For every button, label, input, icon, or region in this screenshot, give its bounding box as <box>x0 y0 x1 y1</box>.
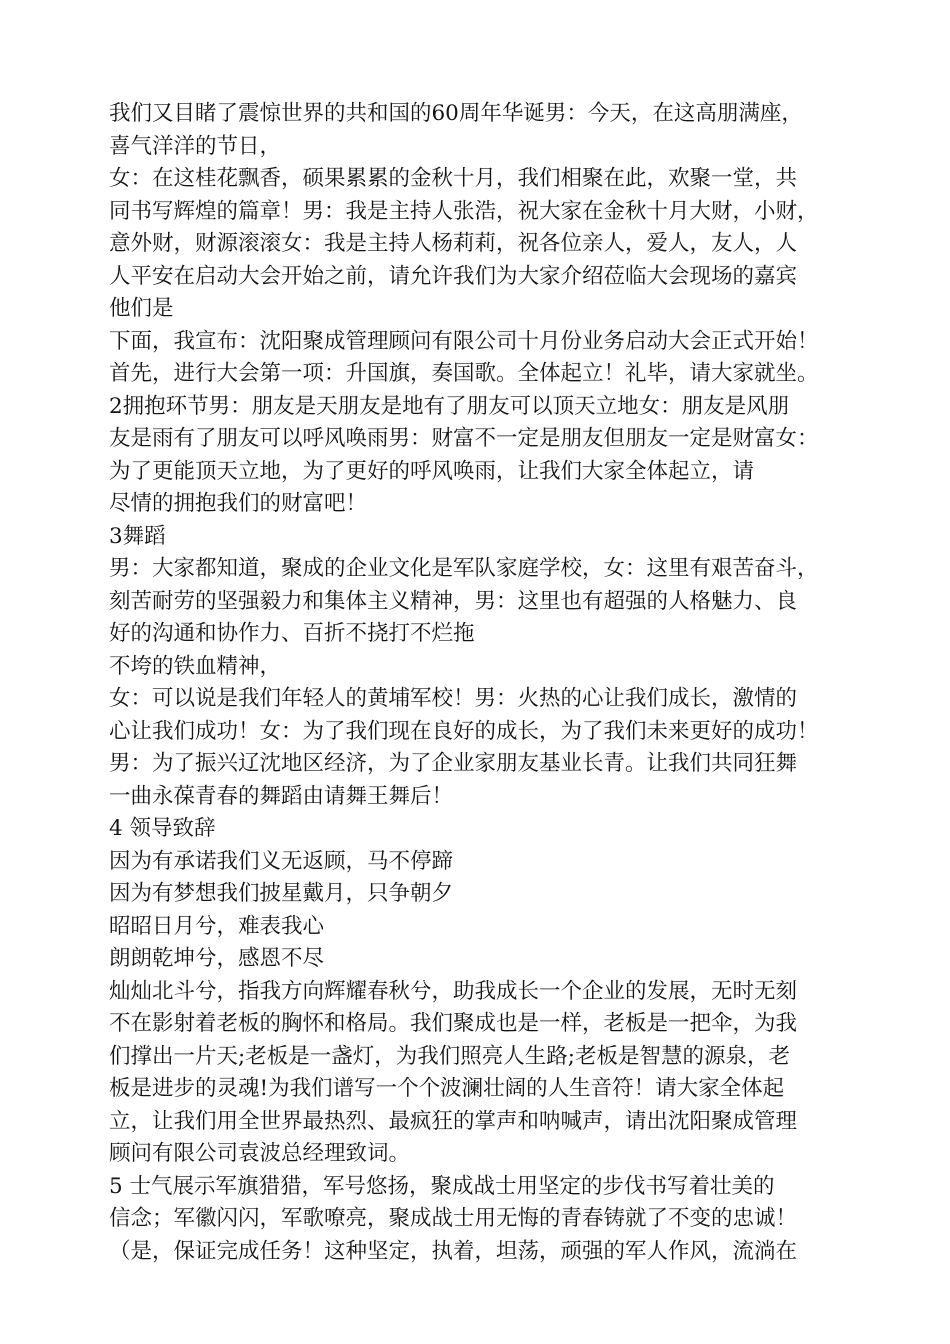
text-line: 人平安在启动大会开始之前，请允许我们为大家介绍莅临大会现场的嘉宾 <box>109 263 798 289</box>
text-line: 女：在这桂花飘香，硕果累累的金秋十月，我们相聚在此，欢聚一堂，共 <box>109 166 798 191</box>
text-line: 立，让我们用全世界最热烈、最疯狂的掌声和呐喊声，请出沈阳聚成管理 <box>109 1108 798 1134</box>
text-line: 因为有梦想我们披星戴月，只争朝夕 <box>109 881 454 906</box>
text-line: 男：大家都知道，聚成的企业文化是军队家庭学校，女：这里有艰苦奋斗， <box>109 556 819 581</box>
section-heading-4: 4 领导致辞 <box>109 816 216 841</box>
text-line: 刻苦耐劳的坚强毅力和集体主义精神，男：这里也有超强的人格魅力、良 <box>109 588 798 614</box>
text-line: 好的沟通和协作力、百折不挠打不烂拖 <box>109 621 475 646</box>
text-line: 一曲永葆青春的舞蹈由请舞王舞后！ <box>109 783 454 809</box>
text-line: 意外财，财源滚滚女：我是主持人杨莉莉，祝各位亲人，爱人，友人，人 <box>109 231 798 256</box>
text-line: 灿灿北斗兮，指我方向辉耀春秋兮，助我成长一个企业的发展，无时无刻 <box>109 978 798 1004</box>
section-heading-3: 3舞蹈 <box>109 523 166 549</box>
text-line: 尽情的拥抱我们的财富吧！ <box>109 491 368 516</box>
text-line: 男：为了振兴辽沈地区经济，为了企业家朋友基业长青。让我们共同狂舞 <box>109 751 798 776</box>
text-line: 他们是 <box>109 296 174 321</box>
text-line: （是，保证完成任务！这种坚定，执着，坦荡，顽强的军人作风，流淌在 <box>109 1238 798 1264</box>
text-line: 因为有承诺我们义无返顾，马不停蹄 <box>109 848 454 874</box>
text-line: 顾问有限公司袁波总经理致词。 <box>109 1141 411 1166</box>
text-line: 我们又目睹了震惊世界的共和国的60周年华诞男：今天，在这高朋满座， <box>109 101 803 126</box>
text-line: 心让我们成功！女：为了我们现在良好的成长，为了我们未来更好的成功！ <box>109 718 819 744</box>
text-line: 女：可以说是我们年轻人的黄埔军校！男：火热的心让我们成长，激情的 <box>109 686 798 711</box>
text-line: 下面，我宣布：沈阳聚成管理顾问有限公司十月份业务启动大会正式开始！ <box>109 328 819 354</box>
section-heading-5: 5 士气展示军旗猎猎，军号悠扬，聚成战士用坚定的步伐书写着壮美的 <box>109 1173 775 1199</box>
document-body <box>109 98 869 1268</box>
text-line: 友是雨有了朋友可以呼风唤雨男：财富不一定是朋友但朋友一定是财富女： <box>109 426 819 451</box>
text-line: 昭昭日月兮，难表我心 <box>109 913 325 939</box>
text-line: 同书写辉煌的篇章！男：我是主持人张浩，祝大家在金秋十月大财，小财， <box>109 198 819 224</box>
text-line: 为了更能顶天立地，为了更好的呼风唤雨，让我们大家全体起立，请 <box>109 458 755 484</box>
text-line: 喜气洋洋的节日， <box>109 133 282 159</box>
text-line: 首先，进行大会第一项：升国旗，奏国歌。全体起立！礼毕，请大家就坐。 <box>109 361 819 386</box>
section-heading-2: 2拥抱环节男：朋友是天朋友是地有了朋友可以顶天立地女：朋友是风朋 <box>109 393 790 419</box>
text-line: 们撑出一片天;老板是一盏灯，为我们照亮人生路;老板是智慧的源泉，老 <box>109 1043 790 1069</box>
text-line: 不垮的铁血精神， <box>109 653 282 679</box>
text-line: 朗朗乾坤兮，感恩不尽 <box>109 946 325 971</box>
text-line: 信念；军徽闪闪，军歌嘹亮，聚成战士用无悔的青春铸就了不变的忠诚！ <box>109 1206 798 1231</box>
text-line: 不在影射着老板的胸怀和格局。我们聚成也是一样，老板是一把伞，为我 <box>109 1011 798 1036</box>
text-line: 板是进步的灵魂!为我们谱写一个个波澜壮阔的人生音符！请大家全体起 <box>109 1076 785 1101</box>
